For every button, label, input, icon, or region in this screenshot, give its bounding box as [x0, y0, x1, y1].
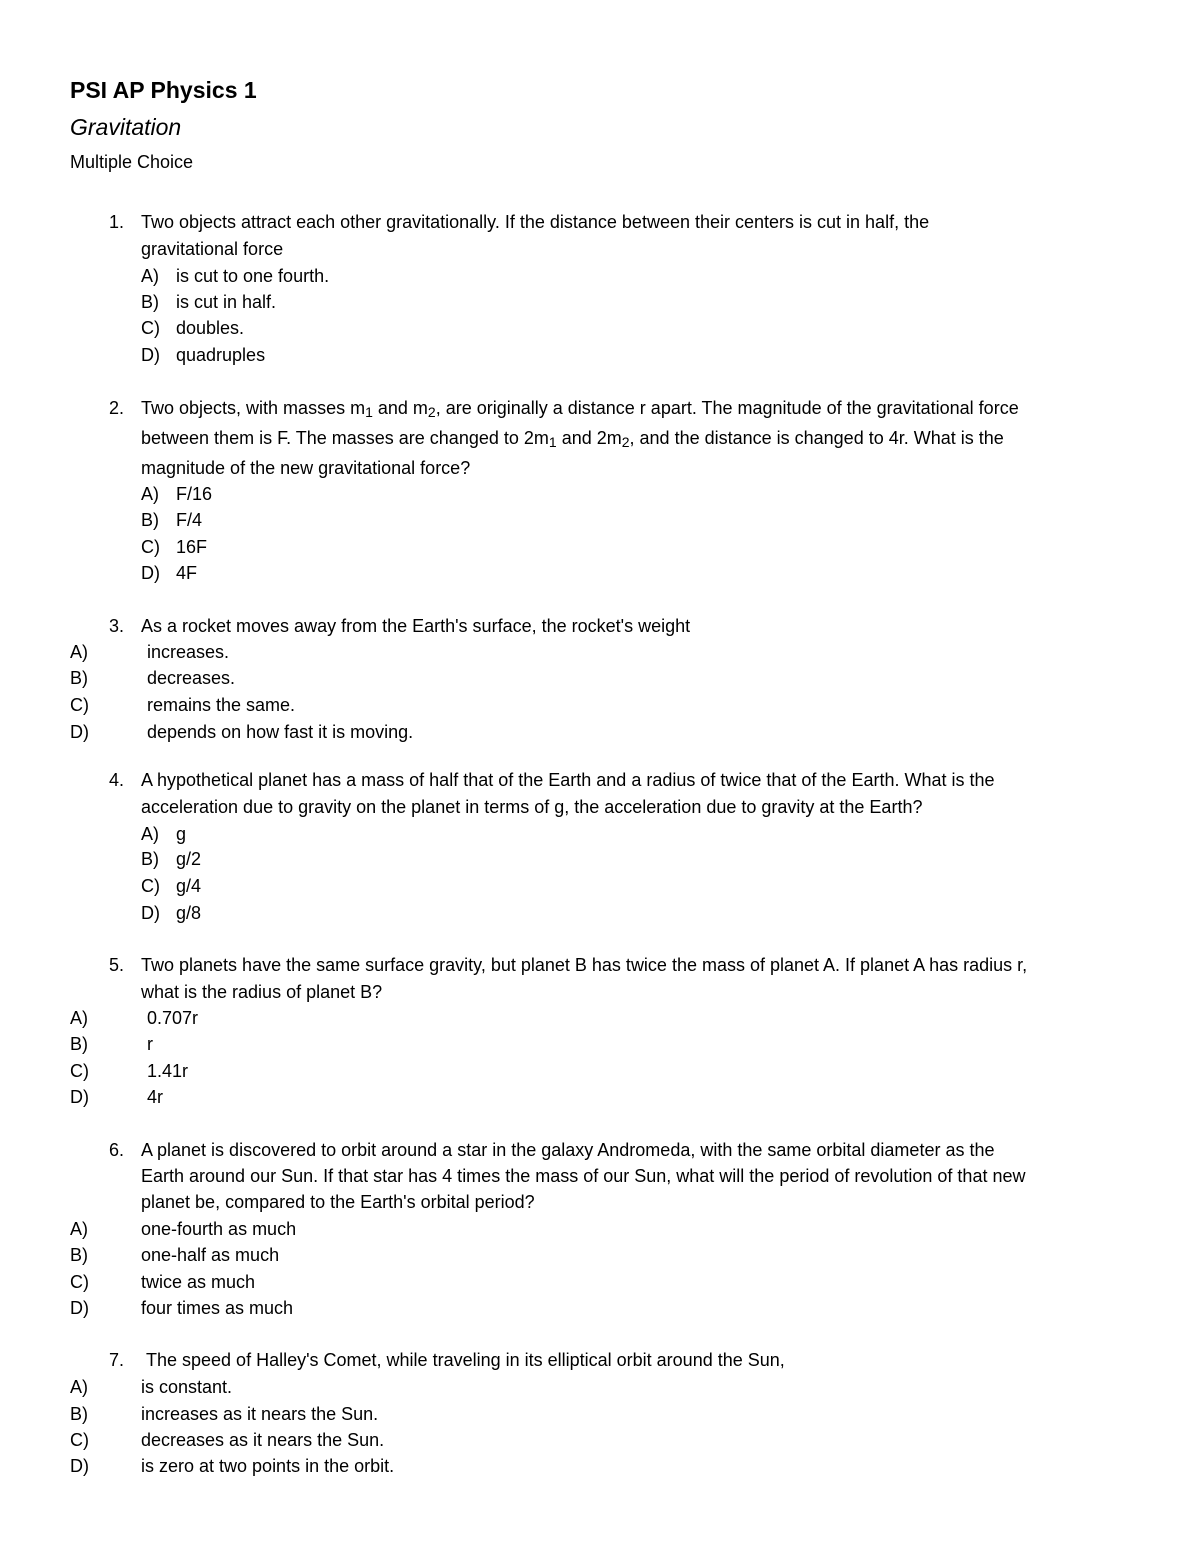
choice-letter: B) [70, 1034, 88, 1054]
choice-text: decreases. [147, 668, 236, 688]
document-title: PSI AP Physics 1 [70, 77, 257, 103]
choice-letter: C) [141, 318, 160, 338]
choice-letter: D) [70, 722, 89, 742]
choice-letter: A) [70, 1219, 88, 1239]
choice-letter: A) [141, 266, 159, 286]
choice-text: increases as it nears the Sun. [141, 1404, 379, 1424]
choice-letter: B) [70, 668, 88, 688]
choice-text: twice as much [141, 1272, 256, 1292]
choice-letter: C) [70, 695, 89, 715]
choice-text: 4r [147, 1087, 164, 1107]
choice-text: g [176, 824, 187, 844]
question-number: 1. [108, 212, 124, 232]
choice-letter: C) [70, 1430, 89, 1450]
choice-text: depends on how fast it is moving. [147, 722, 414, 742]
question-text-line: planet be, compared to the Earth's orbital period? [141, 1192, 535, 1212]
choice-letter: D) [141, 345, 160, 365]
choice-letter: C) [141, 537, 160, 557]
choice-letter: D) [70, 1087, 89, 1107]
choice-letter: D) [70, 1456, 89, 1476]
choice-text: r [147, 1034, 153, 1054]
question-text-line: Two planets have the same surface gravity, but planet B has twice the mass of planet A. If planet A has radius r, [141, 955, 1028, 975]
choice-letter: B) [70, 1404, 88, 1424]
question-text-line: Earth around our Sun. If that star has 4 times the mass of our Sun, what will the period of revolution of that new [141, 1166, 1026, 1186]
question-text-line: A hypothetical planet has a mass of half that of the Earth and a radius of twice that of the Earth. What is the [141, 770, 995, 790]
choice-text: four times as much [141, 1298, 294, 1318]
choice-text: increases. [147, 642, 230, 662]
choice-text: 1.41r [147, 1061, 189, 1081]
choice-text: decreases as it nears the Sun. [141, 1430, 385, 1450]
question-text-line: Two objects, with masses $m_1$ and $m_2$, are originally a distance r apart. The magnitude of the gravitational force [141, 398, 1019, 420]
choice-text: 0.707r [147, 1008, 199, 1028]
choice-letter: A) [70, 1008, 88, 1028]
choice-text: g/4 [176, 876, 202, 896]
choice-letter: A) [70, 642, 88, 662]
question-number: 3. [108, 616, 124, 636]
question-number: 6. [108, 1140, 124, 1160]
question-number: 7. [108, 1350, 124, 1370]
choice-letter: D) [70, 1298, 89, 1318]
choice-letter: A) [70, 1377, 88, 1397]
choice-text: g/8 [176, 903, 202, 923]
choice-text: one-half as much [141, 1245, 280, 1265]
choice-letter: A) [141, 824, 159, 844]
choice-text: quadruples [176, 345, 266, 365]
question-text-line: acceleration due to gravity on the planet in terms of g, the acceleration due to gravity at the Earth? [141, 797, 923, 817]
choice-text: is cut in half. [176, 292, 277, 312]
choice-text: F/16 [176, 484, 213, 504]
question-number: 4. [108, 770, 124, 790]
choice-text: remains the same. [147, 695, 296, 715]
choice-text: g/2 [176, 849, 202, 869]
question-number: 2. [108, 398, 124, 418]
choice-text: is zero at two points in the orbit. [141, 1456, 395, 1476]
choice-text: 4F [176, 563, 198, 583]
choice-letter: B) [141, 849, 159, 869]
question-text-line: magnitude of the new gravitational force? [141, 458, 471, 478]
choice-text: 16F [176, 537, 208, 557]
document-subtitle: Gravitation [70, 114, 182, 140]
choice-text: is constant. [141, 1377, 233, 1397]
choice-text: is cut to one fourth. [176, 266, 330, 286]
question-text-line: gravitational force [141, 239, 284, 259]
choice-letter: D) [141, 903, 160, 923]
choice-text: F/4 [176, 510, 203, 530]
choice-letter: C) [70, 1061, 89, 1081]
choice-letter: C) [141, 876, 160, 896]
question-text-line: Two objects attract each other gravitationally. If the distance between their centers is cut in half, the [141, 212, 930, 232]
question-text-line: As a rocket moves away from the Earth's surface, the rocket's weight [141, 616, 691, 636]
choice-letter: C) [70, 1272, 89, 1292]
choice-letter: D) [141, 563, 160, 583]
choice-letter: B) [141, 510, 159, 530]
choice-text: one-fourth as much [141, 1219, 297, 1239]
question-text-line: what is the radius of planet B? [141, 982, 383, 1002]
question-text-line: The speed of Halley's Comet, while traveling in its elliptical orbit around the Sun, [146, 1350, 785, 1370]
section-heading: Multiple Choice [70, 152, 194, 172]
question-text-line: A planet is discovered to orbit around a star in the galaxy Andromeda, with the same orbital diameter as the [141, 1140, 995, 1160]
choice-letter: A) [141, 484, 159, 504]
question-text-line: between them is F. The masses are changed to $2m_1$ and $2m_2$, and the distance is changed to 4r. What is the [141, 428, 1004, 450]
choice-letter: B) [70, 1245, 88, 1265]
choice-letter: B) [141, 292, 159, 312]
choice-text: doubles. [176, 318, 245, 338]
question-number: 5. [108, 955, 124, 975]
